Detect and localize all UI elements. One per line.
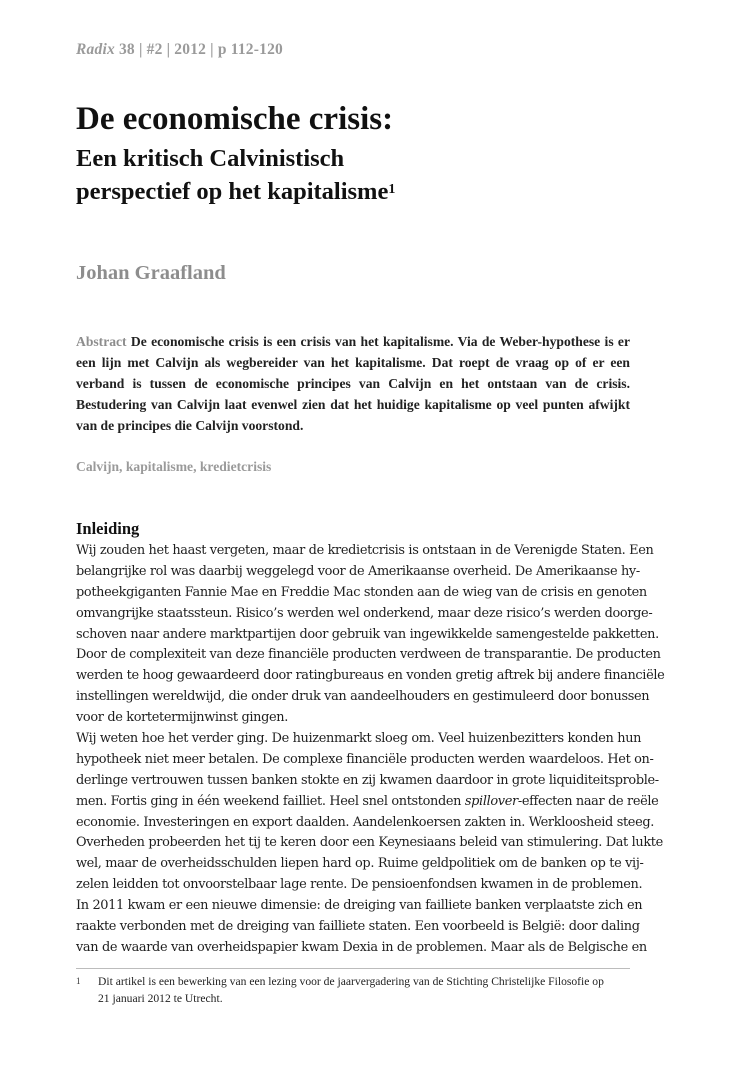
footnote-line: 21 januari 2012 te Utrecht. xyxy=(98,991,223,1005)
abstract-label: Abstract xyxy=(76,334,127,349)
keywords: Calvijn, kapitalisme, kredietcrisis xyxy=(76,459,272,474)
subtitle-line-2-text: perspectief op het kapitalisme xyxy=(76,178,389,205)
body-line: belangrijke rol was daarbij weggelegd voor de Amerikaanse overheid. De Amerikaanse hy- xyxy=(76,563,640,579)
abstract xyxy=(76,331,630,436)
body-line-text: men. Fortis ging in één weekend failliet. Heel snel ontstonden xyxy=(76,793,465,809)
body-line: derlinge vertrouwen tussen banken stokte en zij kwamen daardoor in grote liquiditeitsproble- xyxy=(76,772,659,788)
footnote-divider xyxy=(76,968,630,969)
body-line: werden te hoog gewaardeerd door ratingbureaus en vonden gretig aftrek bij andere financiële xyxy=(76,668,665,684)
body-line: hypotheek niet meer betalen. De complexe financiële producten werden waardeloos. Het on- xyxy=(76,751,654,767)
body-line: Door de complexiteit van deze financiële producten verdween de transparantie. De producten xyxy=(76,647,661,663)
journal-name: Radix xyxy=(76,41,115,58)
article-subtitle xyxy=(76,142,395,208)
section-body xyxy=(76,541,665,959)
body-line: schoven naar andere marktpartijen door gebruik van ingewikkelde samengestelde pakketten. xyxy=(76,626,659,642)
body-line: van de waarde van overheidspapier kwam Dexia in de problemen. Maar als de Belgische en xyxy=(76,939,647,955)
footnote-text xyxy=(98,974,630,1007)
body-line: omvangrijke staatssteun. Risico’s werden wel onderkend, maar deze risico’s werden doorge- xyxy=(76,605,653,621)
body-line-tail: -effecten naar de reële xyxy=(517,793,659,809)
subtitle-line-1: Een kritisch Calvinistisch xyxy=(76,145,345,172)
footnote-number: 1 xyxy=(76,976,81,986)
body-line: Overheden probeerden het tij te keren door een Keynesiaans beleid van stimulering. Dat lukte xyxy=(76,835,663,851)
author-name: Johan Graafland xyxy=(76,262,226,284)
body-line: zelen leidden tot onvoorstelbaar lage rente. De pensioenfondsen kwamen in de problemen. xyxy=(76,877,643,893)
footnote-reference: 1 xyxy=(388,182,396,197)
body-line: economie. Investeringen en export daalden. Aandelenkoersen zakten in. Werkloosheid steeg. xyxy=(76,814,655,830)
body-line: wel, maar de overheidsschulden liepen hard op. Ruime geldpolitiek om de banken op te vij- xyxy=(76,856,644,872)
running-header xyxy=(76,41,283,59)
body-line: voor de kortetermijnwinst gingen. xyxy=(76,710,288,726)
body-line: potheekgiganten Fannie Mae en Freddie Mac stonden aan de wieg van de crisis en genoten xyxy=(76,584,647,600)
footnote-line: Dit artikel is een bewerking van een lezing voor de jaarvergadering van de Stichting Christelijke Filosofie op xyxy=(98,975,604,988)
body-line: Wij weten hoe het verder ging. De huizenmarkt sloeg om. Veel huizenbezitters konden hun xyxy=(76,731,642,747)
body-line: In 2011 kwam er een nieuwe dimensie: de dreiging van failliete banken verplaatste zich en xyxy=(76,898,643,914)
italic-term: spillover xyxy=(464,793,518,809)
abstract-text: De economische crisis is een crisis van het kapitalisme. Via de Weber-hypothese is er een lijn met Calvijn als wegbereider van het kapitalisme. Dat roept de vraag op of er een verband is tussen de economische principes van Calvijn en het ontstaan van de crisis. Bestudering van Calvijn laat evenwel zien dat het huidige kapitalisme op veel punten afwijkt van de principes die Calvijn voorstond. xyxy=(76,334,630,433)
section-heading: Inleiding xyxy=(76,519,140,538)
article-title: De economische crisis: xyxy=(76,101,394,137)
subtitle-line-2 xyxy=(76,175,395,208)
body-line: raakte verbonden met de dreiging van failliete staten. Een voorbeeld is België: door daling xyxy=(76,919,640,935)
body-line: Wij zouden het haast vergeten, maar de kredietcrisis is ontstaan in de Verenigde Staten. Een xyxy=(76,543,654,558)
issue-details: 38 | #2 | 2012 | p 112-120 xyxy=(114,41,283,58)
body-line xyxy=(76,792,659,813)
body-line: instellingen wereldwijd, die onder druk van aandeelhouders en gestimuleerd door bonussen xyxy=(76,689,650,705)
